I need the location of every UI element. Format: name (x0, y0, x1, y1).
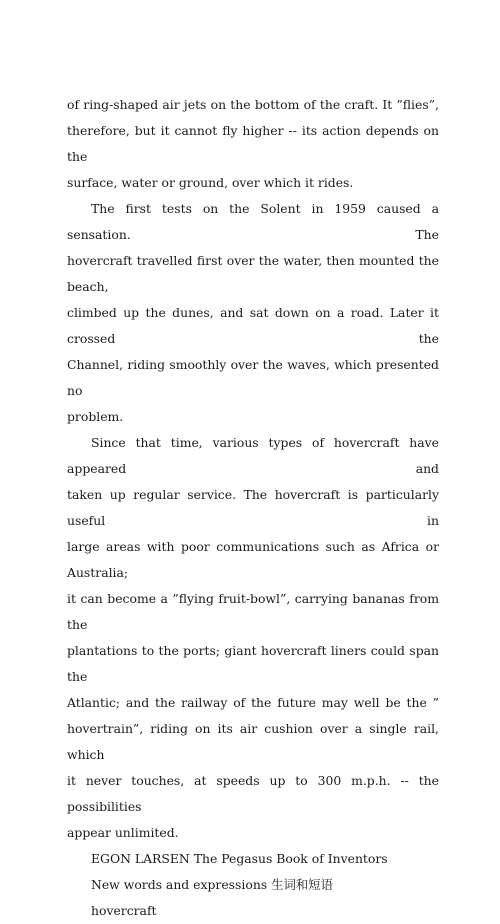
text-line: plantations to the ports; giant hovercraft liners could span the (67, 643, 439, 684)
text-line: Since that time, various types of hovercraft have appeared and (67, 435, 439, 476)
text-line: appear unlimited. (67, 825, 179, 840)
text-line: surface, water or ground, over which it rides. (67, 175, 354, 190)
text-line: of ring-shaped air jets on the bottom of the craft. It ”flies”, (67, 97, 439, 112)
vocabulary-heading: New words and expressions 生词和短语 (91, 877, 334, 892)
paragraph-2 (67, 196, 439, 430)
text-line: The first tests on the Solent in 1959 caused a sensation. The (67, 201, 439, 242)
text-line: taken up regular service. The hovercraft is particularly useful in (67, 487, 439, 528)
paragraph-1 (67, 92, 439, 196)
text-line: hovertrain”, riding on its air cushion over a single rail, which (67, 721, 439, 762)
text-line: climbed up the dunes, and sat down on a road. Later it crossed the (67, 305, 439, 346)
text-line: large areas with poor communications such as Africa or Australia; (67, 539, 439, 580)
vocabulary-word: hovercraft (91, 903, 157, 918)
text-line: problem. (67, 409, 124, 424)
document-body (67, 92, 439, 924)
text-line: Channel, riding smoothly over the waves, which presented no (67, 357, 439, 398)
text-line: hovercraft travelled first over the water, then mounted the beach, (67, 253, 439, 294)
text-line: it never touches, at speeds up to 300 m.p.h. -- the possibilities (67, 773, 439, 814)
paragraph-3 (67, 430, 439, 846)
text-line: Atlantic; and the railway of the future may well be the ” (67, 695, 439, 710)
source-attribution: EGON LARSEN The Pegasus Book of Inventors (91, 851, 388, 866)
text-line: therefore, but it cannot fly higher -- its action depends on the (67, 123, 439, 164)
text-line: it can become a ”flying fruit-bowl”, carrying bananas from the (67, 591, 439, 632)
